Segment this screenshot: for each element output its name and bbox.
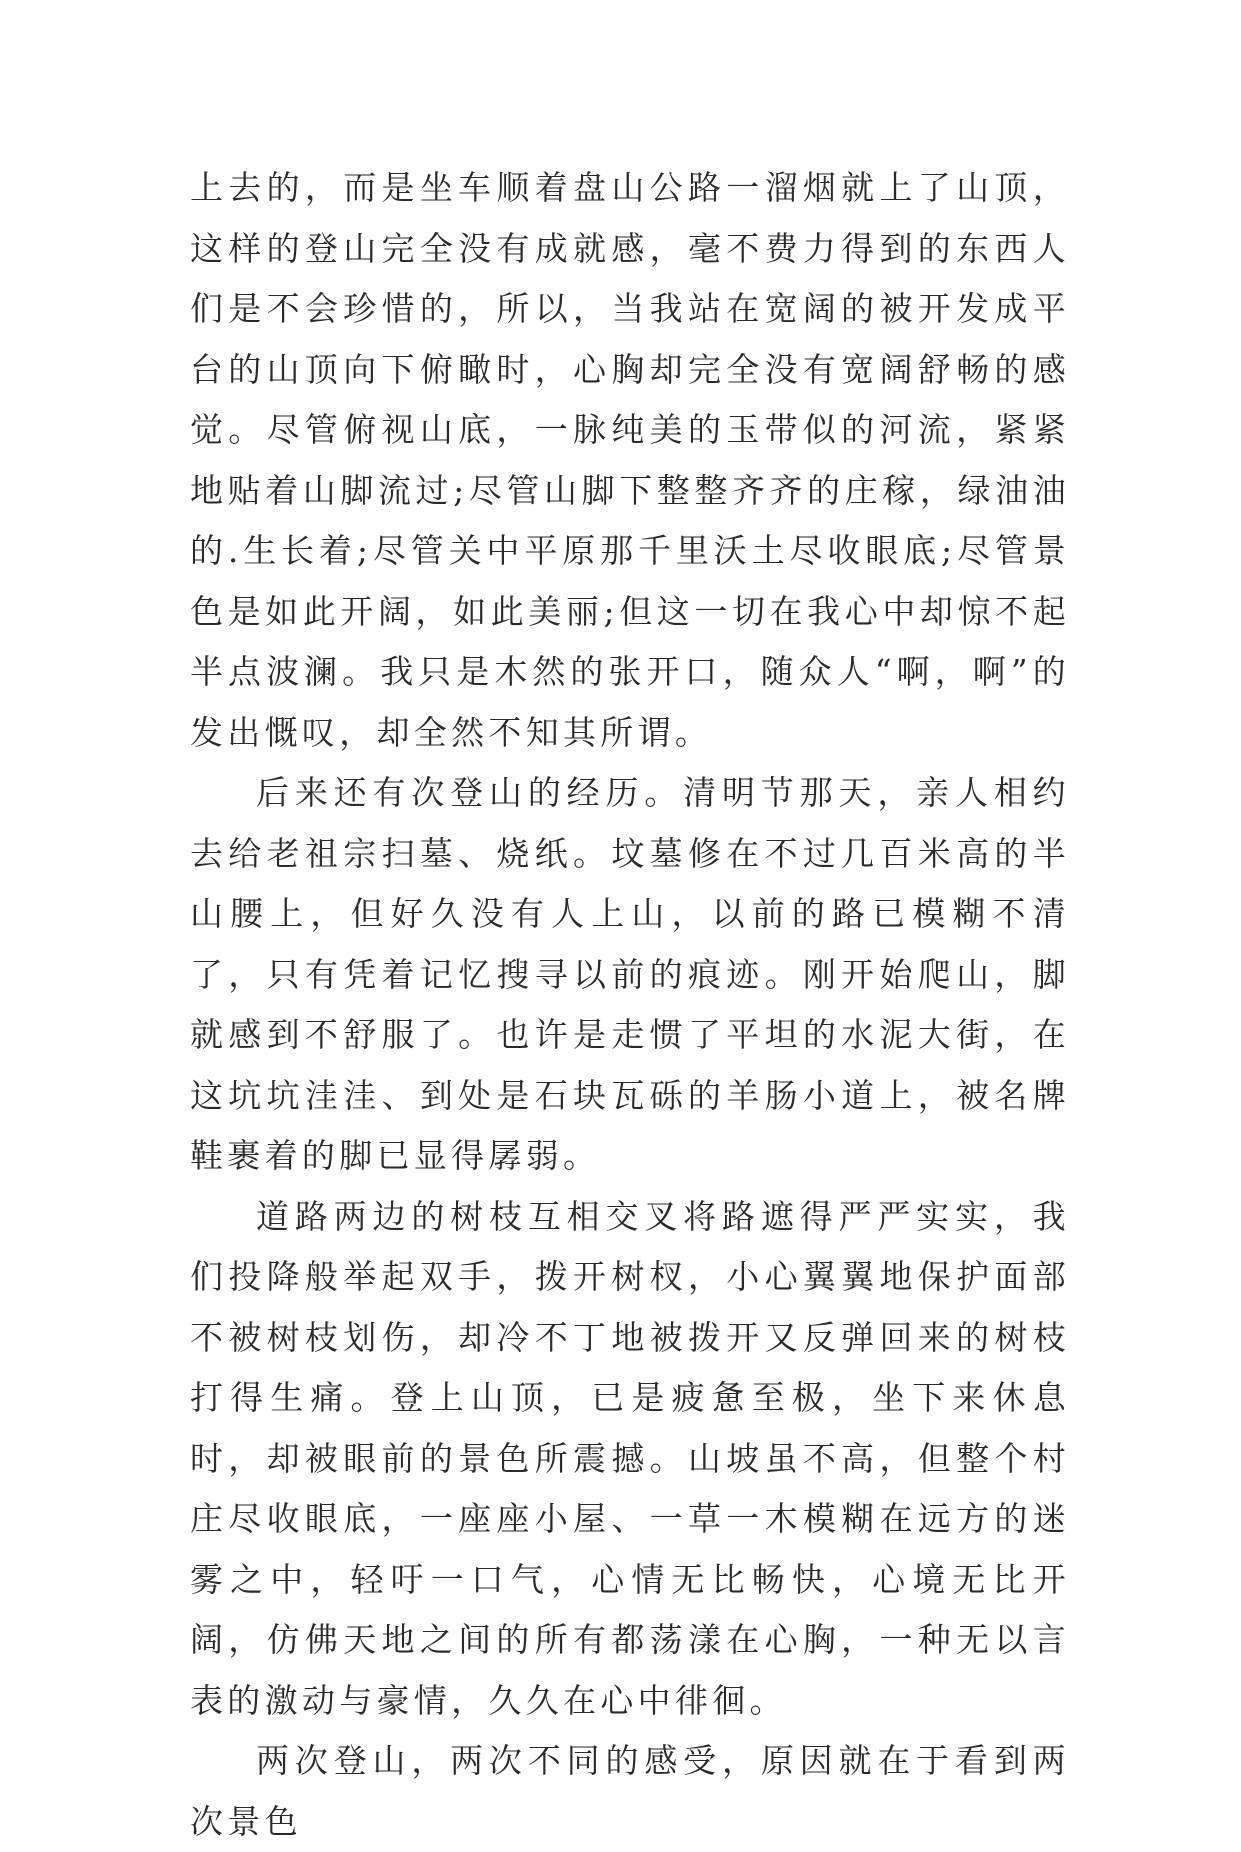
paragraph-4: 两次登山，两次不同的感受，原因就在于看到两次景色 [190,1741,1070,1841]
paragraph-3: 道路两边的树枝互相交叉将路遮得严严实实，我们投降般举起双手，拨开树杈，小心翼翼地保护面部不被树枝划伤，却冷不丁地被拨开又反弹回来的树枝打得生痛。登上山顶，已是疲惫至极，坐下来休息时，却被眼前的景色所震撼。山坡虽不高，但整个村庄尽收眼底，一座座小屋、一草一木模糊在远方的迷雾之中，轻吁一口气，心情无比畅快，心境无比开阔，仿佛天地之间的所有都荡漾在心胸，一种无以言表的激动与豪情，久久在心中徘徊。 [190,1196,1070,1720]
paragraph-1: 上去的，而是坐车顺着盘山公路一溜烟就上了山顶，这样的登山完全没有成就感，毫不费力得到的东西人们是不会珍惜的，所以，当我站在宽阔的被开发成平台的山顶向下俯瞰时，心胸却完全没有宽阔舒畅的感觉。尽管俯视山底，一脉纯美的玉带似的河流，紧紧地贴着山脚流过;尽管山脚下整整齐齐的庄稼，绿油油的.生长着;尽管关中平原那千里沃土尽收眼底;尽管景色是如此开阔，如此美丽;但这一切在我心中却惊不起半点波澜。我只是木然的张开口，随众人“啊，啊”的发出慨叹，却全然不知其所谓。 [190,168,1070,752]
paragraph-2: 后来还有次登山的经历。清明节那天，亲人相约去给老祖宗扫墓、烧纸。坟墓修在不过几百米高的半山腰上，但好久没有人上山，以前的路已模糊不清了，只有凭着记忆搜寻以前的痕迹。刚开始爬山，脚就感到不舒服了。也许是走惯了平坦的水泥大街，在这坑坑洼洼、到处是石块瓦砾的羊肠小道上，被名牌鞋裹着的脚已显得孱弱。 [190,773,1070,1175]
document-body [190,158,1070,1852]
